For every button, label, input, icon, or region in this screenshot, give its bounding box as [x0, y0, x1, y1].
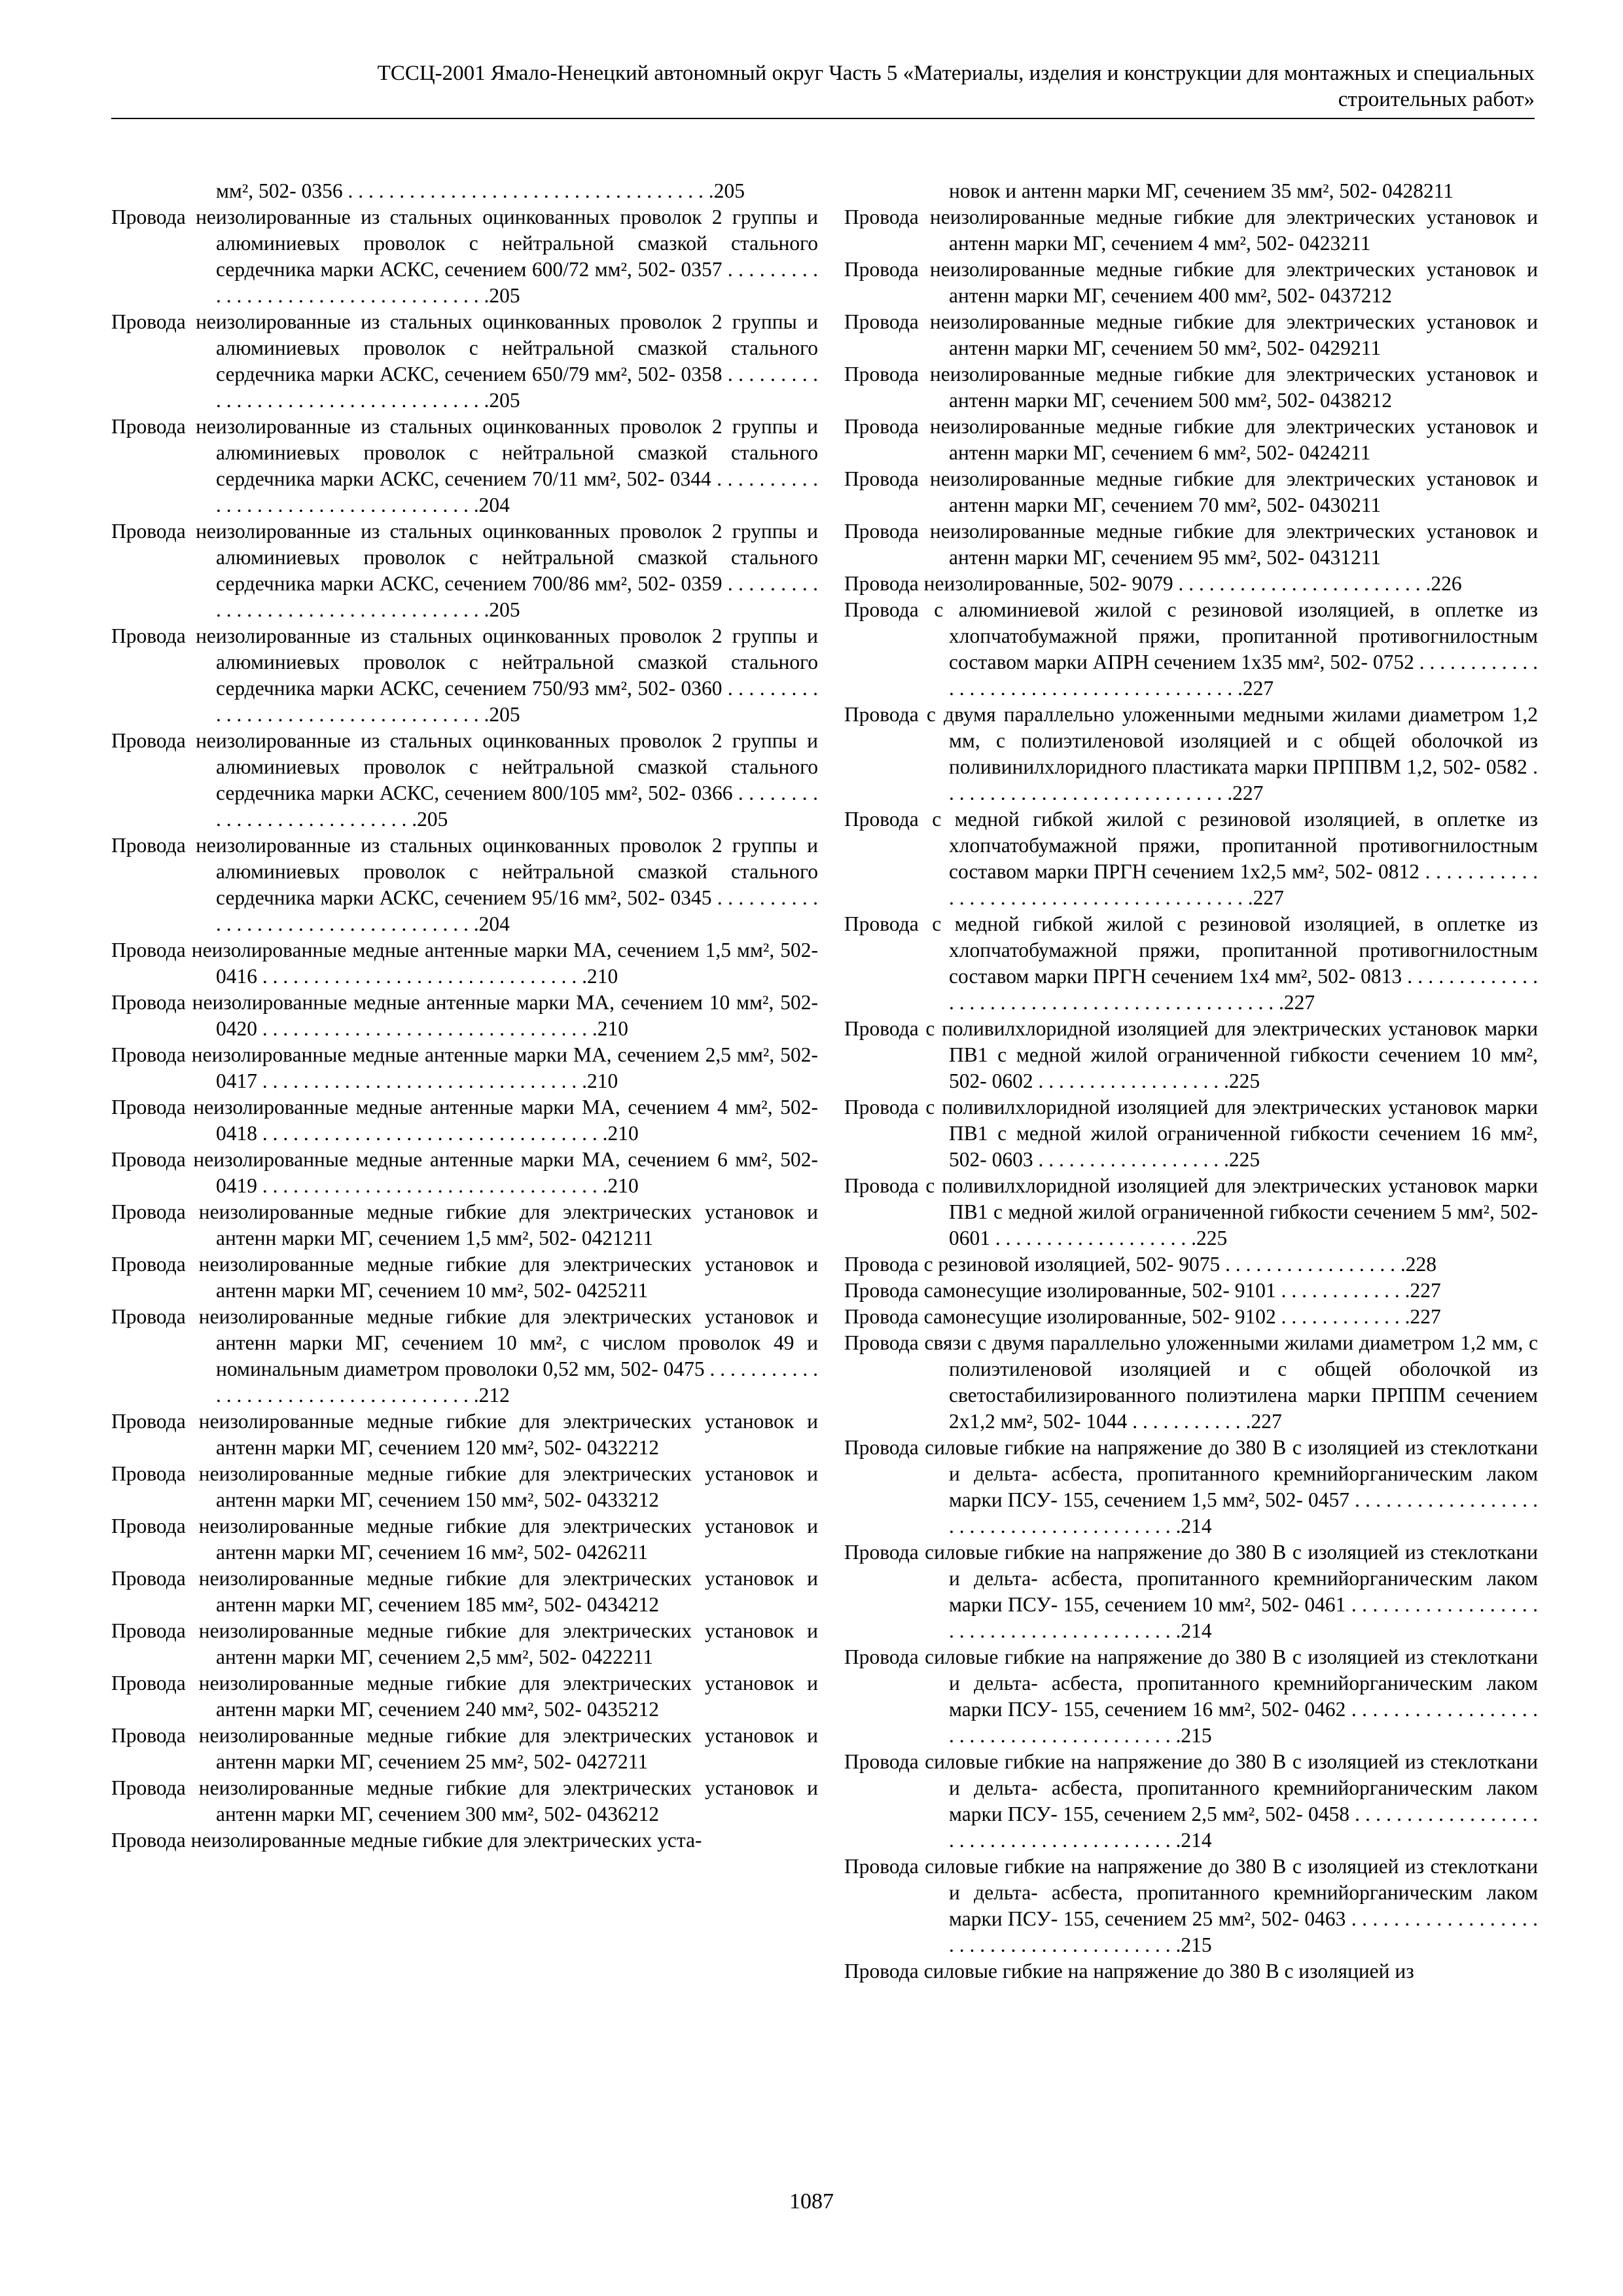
index-entry	[111, 1775, 818, 1827]
page-number: 1087	[789, 2189, 834, 2214]
index-entry	[844, 414, 1538, 466]
index-entry-page: 228	[1405, 1253, 1436, 1276]
index-entry	[111, 728, 818, 833]
index-entry-page: 211	[1340, 232, 1371, 255]
index-entry-page: 227	[1251, 1410, 1282, 1433]
index-entry	[844, 1749, 1538, 1854]
index-entry	[111, 204, 818, 309]
index-entry-text: Провода неизолированные медные гибкие для электрических установок и антенн марки МГ, сечением 70 мм², 502- 0430	[844, 467, 1538, 516]
index-entry-text: Провода неизолированные, 502- 9079 . . . . . . . . . . . . . . . . . . . . . . . . .	[844, 572, 1431, 595]
index-entry-page: 212	[478, 1384, 510, 1407]
index-entry	[111, 1147, 818, 1199]
index-entry-text: Провода неизолированные медные антенные марки МА, сечением 2,5 мм², 502- 0417 . . . . . . . . . . . . . . . . . . . . . . . . . . . . . . . .	[111, 1043, 818, 1092]
index-entry-page: 227	[1283, 991, 1315, 1014]
index-entry-page: 227	[1410, 1305, 1441, 1328]
index-column-right	[844, 178, 1538, 1984]
index-entry	[844, 1539, 1538, 1644]
index-entry	[844, 1304, 1538, 1330]
index-entry	[111, 833, 818, 937]
index-entry	[844, 518, 1538, 571]
index-entry-page: 204	[478, 493, 510, 516]
index-entry	[844, 1094, 1538, 1173]
index-entry-text: Провода неизолированные из стальных оцинкованных проволок 2 группы и алюминиевых проволок с нейтральной смазкой стального сердечника марки АСКС, сечением 750/93 мм², 502- 0360 . . . . . . . . . . . . . . . . . . . . . . . . . . . . . . . . . . . .	[111, 624, 818, 726]
index-entry-page: 210	[587, 965, 618, 988]
index-entry-text: Провода неизолированные медные гибкие для электрических установок и антенн марки МГ, сечением 500 мм², 502- 0438	[844, 363, 1538, 412]
index-entry-page: 205	[713, 179, 745, 202]
index-entry-page: 211	[618, 1279, 649, 1302]
index-entry-text: Провода с резиновой изоляцией, 502- 9075 . . . . . . . . . . . . . . . . . .	[844, 1253, 1406, 1276]
index-entry-page: 214	[1181, 1515, 1212, 1537]
index-entry	[111, 1827, 818, 1854]
index-entry-page: 205	[417, 808, 448, 831]
index-entry	[844, 204, 1538, 257]
index-column-left	[111, 178, 818, 1854]
index-entry	[844, 1644, 1538, 1749]
index-entry	[111, 1618, 818, 1670]
index-entry	[844, 1330, 1538, 1435]
index-entry-page: 210	[607, 1174, 639, 1197]
index-entry-text: Провода самонесущие изолированные, 502- 9102 . . . . . . . . . . . . .	[844, 1305, 1410, 1328]
index-entry	[111, 623, 818, 728]
index-entry-text: Провода с двумя параллельно уложенными медными жилами диаметром 1,2 мм, с полиэтиленовой изоляцией и с общей оболочкой из поливинилхлоридного пластиката марки ПРППВМ 1,2, 502- 0582 . . . . . . . . . . . . . . . . . . . . . . . . . . . . .	[844, 703, 1538, 804]
index-entry-page: 227	[1410, 1279, 1441, 1302]
index-entry	[844, 1278, 1538, 1304]
index-entry-page: 211	[1351, 336, 1382, 359]
index-entry-text: Провода неизолированные медные гибкие для электрических установок и антенн марки МГ, сечением 50 мм², 502- 0429	[844, 310, 1538, 359]
index-entry-page: 211	[1351, 546, 1382, 569]
index-entry-page: 225	[1228, 1148, 1260, 1171]
index-entry	[844, 806, 1538, 911]
index-entry-text: Провода силовые гибкие на напряжение до 380 В с изоляцией из стеклоткани и дельта- асбеста, пропитанного кремнийорганическим лаком марки ПСУ- 155, сечением 1,5 мм², 502- 0457 . . . . . . . . . . . . . . . . . . . . . . . . . . . . . . . . . . . . . . . . .	[844, 1436, 1538, 1537]
index-entry	[844, 466, 1538, 518]
index-entry-text: Провода силовые гибкие на напряжение до 380 В с изоляцией из стеклоткани и дельта- асбеста, пропитанного кремнийорганическим лаком марки ПСУ- 155, сечением 2,5 мм², 502- 0458 . . . . . . . . . . . . . . . . . . . . . . . . . . . . . . . . . . . . . . . . .	[844, 1750, 1538, 1852]
index-entry-page: 210	[587, 1069, 618, 1092]
index-entry	[844, 361, 1538, 414]
index-entry-page: 211	[1423, 179, 1454, 202]
index-entry-text: Провода неизолированные медные антенные марки МА, сечением 1,5 мм², 502- 0416 . . . . . . . . . . . . . . . . . . . . . . . . . . . . . . . .	[111, 939, 818, 988]
index-entry	[844, 571, 1538, 597]
index-entry-text: Провода неизолированные медные гибкие для электрических установок и антенн марки МГ, сечением 240 мм², 502- 0435	[111, 1672, 818, 1721]
index-entry-page: 225	[1196, 1227, 1228, 1249]
index-entry	[844, 1435, 1538, 1539]
index-entry-page: 211	[622, 1645, 653, 1668]
index-entry-text: Провода неизолированные медные антенные марки МА, сечением 6 мм², 502- 0419 . . . . . . . . . . . . . . . . . . . . . . . . . . . . . . . . . .	[111, 1148, 818, 1197]
header-title-line-2: строительных работ»	[1338, 88, 1535, 111]
index-entry-text: Провода неизолированные из стальных оцинкованных проволок 2 группы и алюминиевых проволок с нейтральной смазкой стального сердечника марки АСКС, сечением 650/79 мм², 502- 0358 . . . . . . . . . . . . . . . . . . . . . . . . . . . . . . . . . . . .	[111, 310, 818, 412]
index-entry-text: Провода с поливилхлоридной изоляцией для электрических установок марки ПВ1 с медной жилой ограниченной гибкости сечением 16 мм², 502- 0603 . . . . . . . . . . . . . . . . . . .	[844, 1096, 1538, 1171]
index-entry	[844, 309, 1538, 361]
index-entry-text: Провода неизолированные из стальных оцинкованных проволок 2 группы и алюминиевых проволок с нейтральной смазкой стального сердечника марки АСКС, сечением 95/16 мм², 502- 0345 . . . . . . . . . . . . . . . . . . . . . . . . . . . . . . . . . . . .	[111, 834, 818, 935]
index-entry-text: новок и антенн марки МГ, сечением 35 мм², 502- 0428	[949, 179, 1423, 202]
index-entry-text: Провода неизолированные из стальных оцинкованных проволок 2 группы и алюминиевых проволок с нейтральной смазкой стального сердечника марки АСКС, сечением 800/105 мм², 502- 0366 . . . . . . . . . . . . . . . . . . . . . . . . . . . .	[111, 729, 818, 831]
index-entry	[844, 702, 1538, 806]
index-entry-text: Провода неизолированные медные гибкие для электрических установок и антенн марки МГ, сечением 120 мм², 502- 0432	[111, 1410, 818, 1459]
index-entry-text: Провода силовые гибкие на напряжение до 380 В с изоляцией из стеклоткани и дельта- асбеста, пропитанного кремнийорганическим лаком марки ПСУ- 155, сечением 16 мм², 502- 0462 . . . . . . . . . . . . . . . . . . . . . . . . . . . . . . . . . . . . . . . . .	[844, 1645, 1538, 1747]
index-entry-text: Провода неизолированные медные гибкие для электрических установок и антенн марки МГ, сечением 2,5 мм², 502- 0422	[111, 1619, 818, 1668]
index-entry-page: 225	[1228, 1069, 1260, 1092]
index-entry	[844, 178, 1538, 204]
index-entry-text: Провода с медной гибкой жилой с резиновой изоляцией, в оплетке из хлопчатобумажной пряжи, пропитанной противогнилостным составом марки ПРГН сечением 1х4 мм², 502- 0813 . . . . . . . . . . . . . . . . . . . . . . . . . . . . . . . . . . . . . . . . . . . . . .	[844, 912, 1538, 1014]
index-entry-text: Провода неизолированные медные антенные марки МА, сечением 4 мм², 502- 0418 . . . . . . . . . . . . . . . . . . . . . . . . . . . . . . . . . .	[111, 1096, 818, 1145]
index-entry	[844, 257, 1538, 309]
index-entry	[111, 1304, 818, 1408]
page-header	[111, 60, 1535, 119]
index-entry-text: Провода неизолированные медные гибкие для электрических установок и антенн марки МГ, сечением 185 мм², 502- 0434	[111, 1567, 818, 1616]
index-entry	[111, 309, 818, 414]
index-entry-text: Провода неизолированные медные гибкие для электрических уста-	[111, 1829, 702, 1852]
index-entry-text: Провода неизолированные медные гибкие для электрических установок и антенн марки МГ, сечением 400 мм², 502- 0437	[844, 258, 1538, 307]
index-entry-text: Провода неизолированные медные гибкие для электрических установок и антенн марки МГ, сечением 10 мм², 502- 0425	[111, 1253, 818, 1302]
index-entry-text: Провода неизолированные медные гибкие для электрических установок и антенн марки МГ, сечением 6 мм², 502- 0424	[844, 415, 1538, 464]
index-entry-page: 210	[597, 1017, 628, 1040]
index-entry-page: 211	[1351, 493, 1382, 516]
index-entry	[111, 990, 818, 1042]
index-entry-text: мм², 502- 0356 . . . . . . . . . . . . . . . . . . . . . . . . . . . . . . . . . . . .	[216, 179, 714, 202]
index-entry-text: Провода неизолированные медные гибкие для электрических установок и антенн марки МГ, сечением 16 мм², 502- 0426	[111, 1515, 818, 1564]
index-entry-text: Провода связи с двумя параллельно уложенными жилами диаметром 1,2 мм, с полиэтиленовой изоляцией и с общей оболочкой из светостабилизированного полиэтилена марки ПРППМ сечением 2х1,2 мм², 502- 1044 . . . . . . . . . . . .	[844, 1331, 1538, 1433]
index-entry-page: 205	[489, 598, 520, 621]
index-entry-page: 227	[1232, 781, 1264, 804]
index-entry-page: 226	[1431, 572, 1462, 595]
index-entry	[844, 1016, 1538, 1094]
index-entry-page: 215	[1181, 1933, 1212, 1956]
index-entry-text: Провода с алюминиевой жилой с резиновой изоляцией, в оплетке из хлопчатобумажной пряжи, пропитанной противогнилостным составом марки АПРН сечением 1х35 мм², 502- 0752 . . . . . . . . . . . . . . . . . . . . . . . . . . . . . . . . . . . . . . . . .	[844, 598, 1538, 700]
index-entry-page: 204	[478, 912, 510, 935]
index-entry-text: Провода неизолированные медные гибкие для электрических установок и антенн марки МГ, сечением 25 мм², 502- 0427	[111, 1724, 818, 1773]
index-entry-text: Провода неизолированные медные гибкие для электрических установок и антенн марки МГ, сечением 10 мм², с числом проволок 49 и номинальным диаметром проволоки 0,52 мм, 502- 0475 . . . . . . . . . . . . . . . . . . . . . . . . . . . . . . . . . . . . .	[111, 1305, 818, 1407]
index-entry-text: Провода неизолированные медные гибкие для электрических установок и антенн марки МГ, сечением 95 мм², 502- 0431	[844, 520, 1538, 569]
index-entry-text: Провода с поливилхлоридной изоляцией для электрических установок марки ПВ1 с медной жилой ограниченной гибкости сечением 5 мм², 502- 0601 . . . . . . . . . . . . . . . . . . . .	[844, 1174, 1538, 1249]
index-entry-page: 205	[489, 284, 520, 307]
index-entry-page: 212	[628, 1436, 660, 1459]
index-entry	[111, 1513, 818, 1566]
index-entry	[844, 1854, 1538, 1958]
index-entry-page: 212	[1361, 284, 1393, 307]
index-entry-page: 212	[628, 1698, 660, 1721]
index-entry-page: 205	[489, 703, 520, 726]
index-entry-text: Провода силовые гибкие на напряжение до 380 В с изоляцией из стеклоткани и дельта- асбеста, пропитанного кремнийорганическим лаком марки ПСУ- 155, сечением 10 мм², 502- 0461 . . . . . . . . . . . . . . . . . . . . . . . . . . . . . . . . . . . . . . . . .	[844, 1541, 1538, 1642]
index-entry	[111, 1199, 818, 1251]
index-entry-text: Провода неизолированные медные гибкие для электрических установок и антенн марки МГ, сечением 150 мм², 502- 0433	[111, 1462, 818, 1511]
index-entry-text: Провода неизолированные из стальных оцинкованных проволок 2 группы и алюминиевых проволок с нейтральной смазкой стального сердечника марки АСКС, сечением 700/86 мм², 502- 0359 . . . . . . . . . . . . . . . . . . . . . . . . . . . . . . . . . . . .	[111, 520, 818, 621]
index-entry	[111, 1042, 818, 1094]
index-entry-text: Провода неизолированные медные гибкие для электрических установок и антенн марки МГ, сечением 300 мм², 502- 0436	[111, 1776, 818, 1825]
index-entry-page: 212	[1361, 389, 1393, 412]
index-entry	[111, 1566, 818, 1618]
index-entry-text: Провода неизолированные из стальных оцинкованных проволок 2 группы и алюминиевых проволок с нейтральной смазкой стального сердечника марки АСКС, сечением 600/72 мм², 502- 0357 . . . . . . . . . . . . . . . . . . . . . . . . . . . . . . . . . . . .	[111, 206, 818, 307]
index-entry-text: Провода силовые гибкие на напряжение до 380 В с изоляцией из	[844, 1960, 1414, 1982]
index-entry	[111, 1408, 818, 1461]
index-entry	[844, 1251, 1538, 1278]
index-entry-text: Провода неизолированные медные гибкие для электрических установок и антенн марки МГ, сечением 1,5 мм², 502- 0421	[111, 1200, 818, 1249]
index-entry-page: 211	[618, 1750, 649, 1773]
header-title-line-1: ТССЦ-2001 Ямало-Ненецкий автономный округ Часть 5 «Материалы, изделия и конструкции для монтажных и специальных	[377, 62, 1535, 85]
index-entry-page: 215	[1181, 1724, 1212, 1747]
index-entry-text: Провода с поливилхлоридной изоляцией для электрических установок марки ПВ1 с медной жилой ограниченной гибкости сечением 10 мм², 502- 0602 . . . . . . . . . . . . . . . . . . .	[844, 1017, 1538, 1092]
index-entry	[111, 937, 818, 990]
index-entry-page: 211	[622, 1227, 653, 1249]
index-entry-text: Провода неизолированные из стальных оцинкованных проволок 2 группы и алюминиевых проволок с нейтральной смазкой стального сердечника марки АСКС, сечением 70/11 мм², 502- 0344 . . . . . . . . . . . . . . . . . . . . . . . . . . . . . . . . . . . .	[111, 415, 818, 516]
index-entry-text: Провода неизолированные медные антенные марки МА, сечением 10 мм², 502- 0420 . . . . . . . . . . . . . . . . . . . . . . . . . . . . . . . . .	[111, 991, 818, 1040]
index-entry	[844, 911, 1538, 1016]
index-entry	[111, 1723, 818, 1775]
index-entry-page: 211	[618, 1541, 649, 1564]
index-entry	[111, 518, 818, 623]
index-entry	[111, 1461, 818, 1513]
index-entry-page: 212	[628, 1488, 660, 1511]
index-entry-page: 227	[1253, 886, 1284, 909]
index-entry-page: 212	[628, 1593, 660, 1616]
index-entry-page: 227	[1242, 677, 1274, 700]
index-entry-text: Провода силовые гибкие на напряжение до 380 В с изоляцией из стеклоткани и дельта- асбеста, пропитанного кремнийорганическим лаком марки ПСУ- 155, сечением 25 мм², 502- 0463 . . . . . . . . . . . . . . . . . . . . . . . . . . . . . . . . . . . . . . . . .	[844, 1855, 1538, 1956]
index-entry-page: 214	[1181, 1829, 1212, 1852]
index-entry-text: Провода самонесущие изолированные, 502- 9101 . . . . . . . . . . . . .	[844, 1279, 1410, 1302]
index-entry-text: Провода с медной гибкой жилой с резиновой изоляцией, в оплетке из хлопчатобумажной пряжи, пропитанной противогнилостным составом марки ПРГН сечением 1х2,5 мм², 502- 0812 . . . . . . . . . . . . . . . . . . . . . . . . . . . . . . . . . . . . . . . . .	[844, 808, 1538, 909]
index-entry	[111, 1094, 818, 1147]
index-entry	[111, 1670, 818, 1723]
index-entry	[844, 1958, 1538, 1984]
index-entry-text: Провода неизолированные медные гибкие для электрических установок и антенн марки МГ, сечением 4 мм², 502- 0423	[844, 206, 1538, 255]
index-entry	[111, 1251, 818, 1304]
index-entry-page: 212	[628, 1803, 660, 1825]
index-entry-page: 205	[489, 389, 520, 412]
index-entry	[111, 414, 818, 518]
index-entry	[111, 178, 818, 204]
index-entry	[844, 1173, 1538, 1251]
index-entry-page: 214	[1181, 1619, 1212, 1642]
index-entry-page: 211	[1340, 441, 1371, 464]
index-entry-page: 210	[607, 1122, 639, 1145]
index-entry	[844, 597, 1538, 702]
